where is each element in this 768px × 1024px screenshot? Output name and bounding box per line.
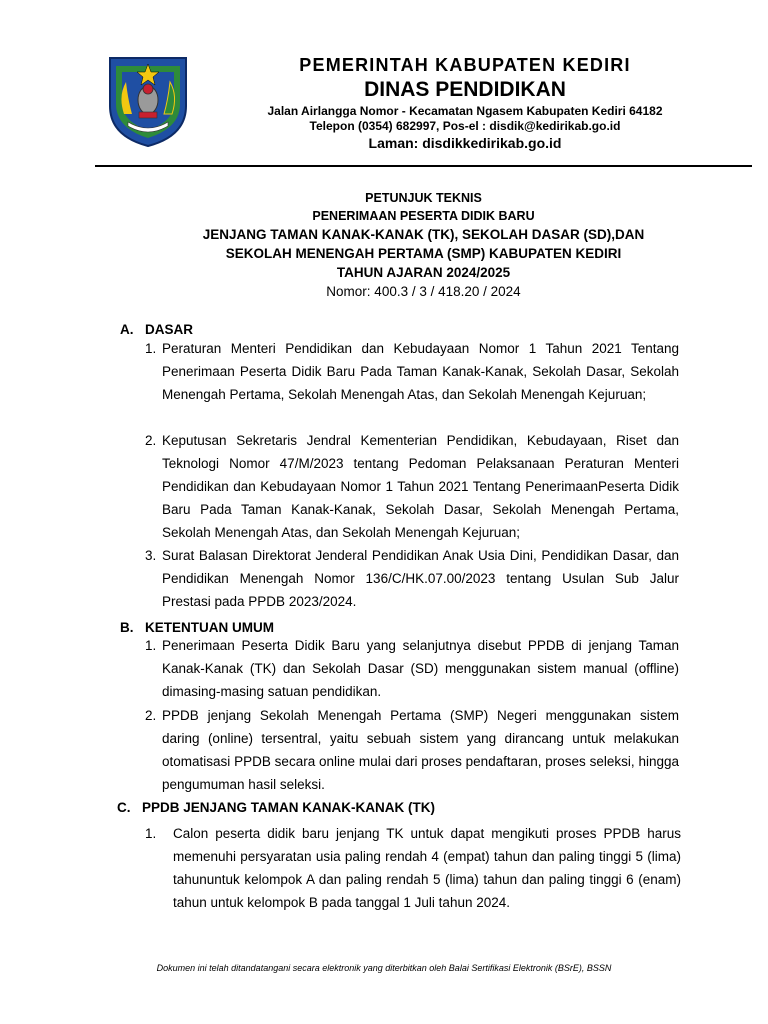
list-item — [145, 704, 679, 796]
list-item — [145, 634, 679, 703]
section-title: KETENTUAN UMUM — [145, 620, 274, 635]
title-line-5: TAHUN AJARAN 2024/2025 — [336, 265, 511, 280]
list-text: Penerimaan Peserta Didik Baru yang selanjutnya disebut PPDB di jenjang Taman Kanak-Kanak (TK) dan Sekolah Dasar (SD) menggunakan sistem manual (offline) dimasing-masing satuan pendidikan. — [162, 638, 679, 699]
title-line-4: SEKOLAH MENENGAH PERTAMA (SMP) KABUPATEN KEDIRI — [225, 246, 622, 261]
letterhead — [200, 53, 730, 152]
document-number: Nomor: 400.3 / 3 / 418.20 / 2024 — [326, 284, 521, 299]
government-name: PEMERINTAH KABUPATEN KEDIRI — [299, 55, 631, 75]
list-item — [145, 337, 679, 406]
list-text: PPDB jenjang Sekolah Menengah Pertama (SMP) Negeri menggunakan sistem daring (online) tersentral, yaitu sebuah sistem yang dirancang untuk melakukan otomatisasi PPDB secara online mulai dari proses pendaftaran, proses seleksi, hingga pengumuman hasil seleksi. — [162, 708, 679, 792]
title-line-1: PETUNJUK TEKNIS — [365, 191, 482, 205]
e-signature-footer: Dokumen ini telah ditandatangani secara elektronik yang diterbitkan oleh Balai Sertifikasi Elektronik (BSrE), BSSN — [156, 963, 612, 973]
letterhead-divider — [95, 165, 752, 167]
list-item — [145, 822, 681, 914]
section-title: DASAR — [145, 322, 194, 337]
title-line-3: JENJANG TAMAN KANAK-KANAK (TK), SEKOLAH DASAR (SD),DAN — [202, 227, 645, 242]
title-line-2: PENERIMAAN PESERTA DIDIK BARU — [312, 209, 535, 223]
list-item — [145, 429, 679, 544]
section-letter: B. — [120, 620, 134, 635]
list-number: 1. — [145, 341, 157, 356]
section-heading-a — [120, 322, 193, 337]
list-number: 2. — [145, 708, 157, 723]
document-title — [95, 189, 752, 302]
section-title: PPDB JENJANG TAMAN KANAK-KANAK (TK) — [142, 800, 435, 815]
list-number: 1. — [145, 826, 157, 841]
list-number: 3. — [145, 548, 157, 563]
section-letter: C. — [117, 800, 131, 815]
section-heading-b — [120, 620, 274, 635]
agency-address: Jalan Airlangga Nomor - Kecamatan Ngasem Kabupaten Kediri 64182 — [267, 104, 663, 118]
list-text: Peraturan Menteri Pendidikan dan Kebudayaan Nomor 1 Tahun 2021 Tentang Penerimaan Peserta Didik Baru Pada Taman Kanak-Kanak, Sekolah Dasar, Sekolah Menengah Pertama, Sekolah Menengah Atas, dan Sekolah Menengah Kejuruan; — [162, 341, 679, 402]
list-number: 1. — [145, 638, 157, 653]
agency-website: Laman: disdikkedirikab.go.id — [368, 135, 562, 151]
list-text: Calon peserta didik baru jenjang TK untuk dapat mengikuti proses PPDB harus memenuhi persyaratan usia paling rendah 4 (empat) tahun dan paling tinggi 5 (lima) tahununtuk kelompok A dan paling rendah 5 (lima) tahun dan paling tinggi 6 (enam) tahun untuk kelompok B pada tanggal 1 Juli tahun 2024. — [173, 826, 681, 910]
section-heading-c — [117, 800, 435, 815]
agency-name: DINAS PENDIDIKAN — [364, 78, 566, 101]
list-text: Surat Balasan Direktorat Jenderal Pendidikan Anak Usia Dini, Pendidikan Dasar, dan Pendidikan Menengah Nomor 136/C/HK.07.00/2023 tentang Usulan Sub Jalur Prestasi pada PPDB 2023/2024. — [162, 548, 679, 609]
kediri-regency-crest-icon — [108, 56, 188, 148]
list-item — [145, 544, 679, 613]
section-letter: A. — [120, 322, 134, 337]
agency-contact: Telepon (0354) 682997, Pos-el : disdik@kedirikab.go.id — [309, 119, 621, 133]
list-number: 2. — [145, 433, 157, 448]
list-text: Keputusan Sekretaris Jendral Kementerian Pendidikan, Kebudayaan, Riset dan Teknologi Nomor 47/M/2023 tentang Pedoman Pelaksanaan Peraturan Menteri Pendidikan dan Kebudayaan Nomor 1 Tahun 2021 Tentang PenerimaanPeserta Didik Baru Pada Taman Kanak-Kanak, Sekolah Dasar, Sekolah Menengah Pertama, Sekolah Menengah Atas, dan Sekolah Menengah Kejuruan; — [162, 433, 679, 540]
